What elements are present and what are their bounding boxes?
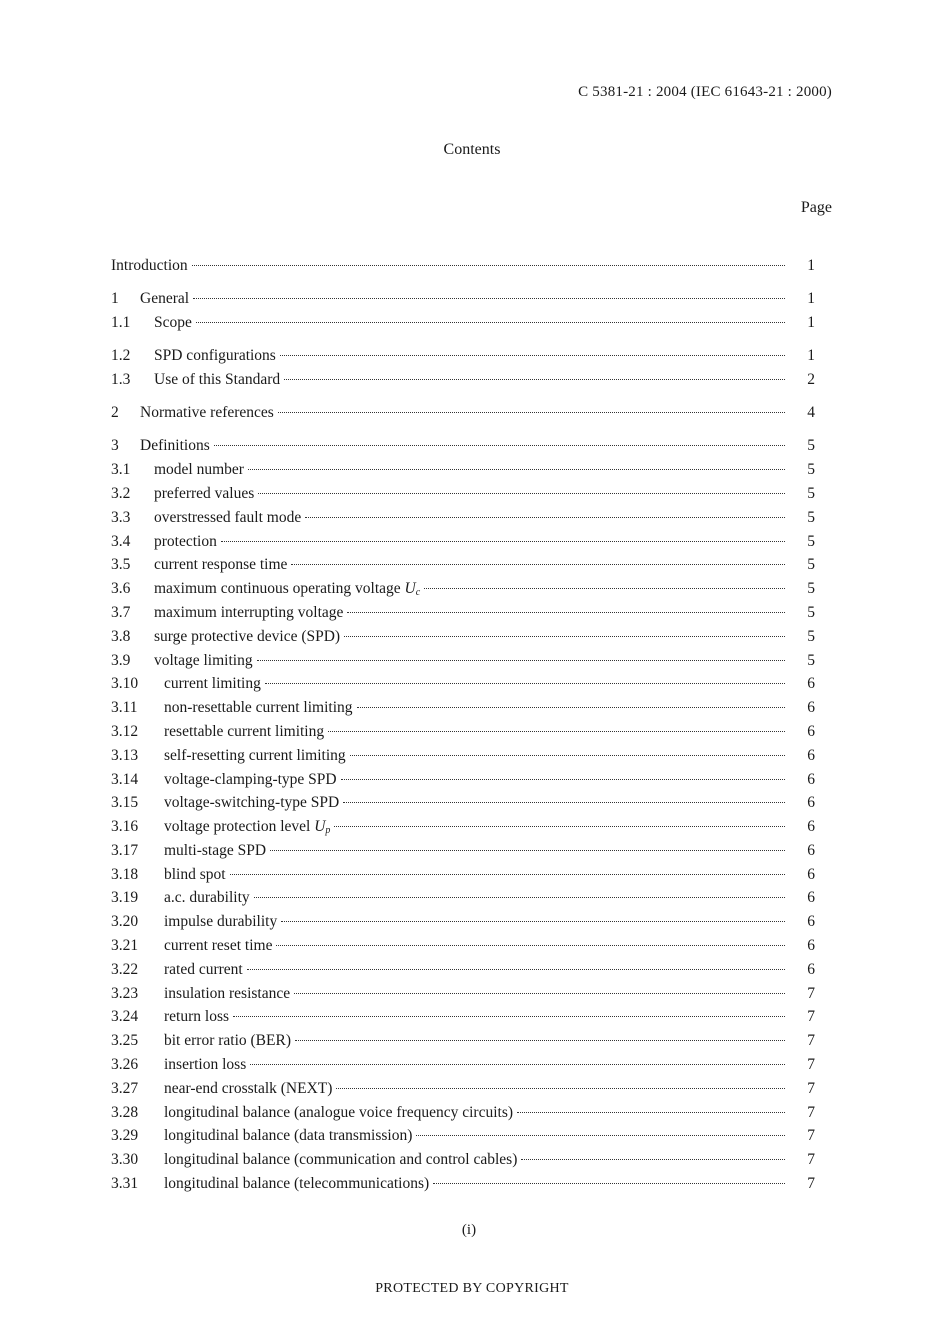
toc-entry-number: 3.16 <box>111 818 139 836</box>
dot-leader <box>192 265 785 266</box>
toc-entry[interactable] <box>111 482 815 506</box>
toc-entry-label: Introduction <box>111 257 188 274</box>
toc-entry-label: insertion loss <box>164 1056 247 1074</box>
toc-entry-page: 7 <box>807 1103 815 1121</box>
toc-entry-number: 3.4 <box>111 532 131 550</box>
toc-entry-page: 6 <box>807 841 815 859</box>
toc-entry-label: a.c. durability <box>164 889 250 907</box>
toc-entry-label: insulation resistance <box>164 984 291 1002</box>
toc-entry[interactable] <box>111 1124 815 1148</box>
page-number: (i) <box>461 1222 477 1238</box>
toc-entry-label: voltage protection level $U_p$ <box>164 818 331 837</box>
toc-entry-number: 3.19 <box>111 889 139 907</box>
toc-entry-label: surge protective device (SPD) <box>154 627 341 645</box>
dot-leader <box>248 469 785 470</box>
toc-entry-page: 7 <box>807 1056 815 1074</box>
toc-entry[interactable] <box>111 344 815 368</box>
dot-leader <box>265 683 785 684</box>
toc-entry-page: 6 <box>807 937 815 955</box>
toc-entry-number: 3.14 <box>111 770 139 788</box>
toc-entry-page: 5 <box>807 603 815 621</box>
toc-entry-label: self-resetting current limiting <box>164 746 346 764</box>
toc-entry[interactable] <box>111 553 815 577</box>
dot-leader <box>521 1159 785 1160</box>
toc-entry[interactable] <box>111 254 815 278</box>
toc-entry-symbol: U <box>404 580 416 598</box>
toc-entry-page: 5 <box>807 461 815 479</box>
toc-entry-number: 3.25 <box>111 1032 139 1050</box>
page-column-label: Page <box>800 199 832 216</box>
toc-entry[interactable] <box>111 886 815 910</box>
toc-entry[interactable] <box>111 1172 815 1196</box>
toc-entry[interactable] <box>111 530 815 554</box>
toc-entry-label: rated current <box>164 960 243 978</box>
toc-entry-number: 3.15 <box>111 794 139 812</box>
toc-entry[interactable] <box>111 601 815 625</box>
toc-entry-page: 6 <box>807 913 815 931</box>
toc-entry-number: 1.2 <box>111 347 131 365</box>
toc-entry[interactable] <box>111 791 815 815</box>
toc-entry[interactable] <box>111 506 815 530</box>
toc-entry[interactable] <box>111 649 815 673</box>
toc-entry-label: near-end crosstalk (NEXT) <box>164 1079 333 1097</box>
toc-entry[interactable] <box>111 696 815 720</box>
toc-entry-number: 2 <box>111 404 119 422</box>
toc-entry[interactable] <box>111 934 815 958</box>
dot-leader <box>193 298 785 299</box>
toc-entry-page: 7 <box>807 984 815 1002</box>
dot-leader <box>284 379 785 380</box>
toc-entry-page: 5 <box>807 437 815 455</box>
dot-leader <box>334 826 785 827</box>
toc-entry-label: Definitions <box>140 437 210 455</box>
toc-entry-label: protection <box>154 532 217 550</box>
dot-leader <box>350 755 785 756</box>
dot-leader <box>433 1183 785 1184</box>
toc-entry[interactable] <box>111 910 815 934</box>
toc-entry-page: 1 <box>807 313 815 331</box>
toc-entry-number: 3.13 <box>111 746 139 764</box>
toc-entry-number: 3.8 <box>111 627 131 645</box>
copyright-notice: PROTECTED BY COPYRIGHT <box>375 1281 569 1296</box>
dot-leader <box>257 660 785 661</box>
toc-entry-page: 7 <box>807 1032 815 1050</box>
toc-entry-label: longitudinal balance (data transmission) <box>164 1127 413 1145</box>
toc-entry-number: 3.17 <box>111 841 139 859</box>
toc-entry-number: 3.29 <box>111 1127 139 1145</box>
toc-entry[interactable] <box>111 1053 815 1077</box>
toc-entry-label: overstressed fault mode <box>154 508 302 526</box>
toc-entry-page: 5 <box>807 508 815 526</box>
dot-leader <box>294 993 785 994</box>
toc-entry-symbol-subscript: c <box>415 587 421 599</box>
toc-entry-number: 3.21 <box>111 937 139 955</box>
dot-leader <box>247 969 785 970</box>
toc-entry-label: non-resettable current limiting <box>164 699 353 717</box>
toc-entry-label: voltage limiting <box>154 651 253 669</box>
dot-leader <box>341 779 785 780</box>
dot-leader <box>276 945 785 946</box>
dot-leader <box>347 612 785 613</box>
toc-entry[interactable] <box>111 401 815 425</box>
toc-entry-page: 6 <box>807 865 815 883</box>
dot-leader <box>416 1135 785 1136</box>
toc-entry-label: blind spot <box>164 865 226 883</box>
toc-entry-page: 6 <box>807 960 815 978</box>
dot-leader <box>230 874 785 875</box>
toc-entry-number: 3.27 <box>111 1079 139 1097</box>
toc-entry-number: 3.7 <box>111 603 131 621</box>
toc-entry-label: bit error ratio (BER) <box>164 1032 291 1050</box>
toc-entry-number: 3.24 <box>111 1008 139 1026</box>
toc-entry-page: 5 <box>807 651 815 669</box>
toc-entry[interactable] <box>111 287 815 311</box>
toc-entry[interactable] <box>111 839 815 863</box>
toc-entry[interactable] <box>111 1077 815 1101</box>
toc-entry-label: voltage-clamping-type SPD <box>164 770 337 788</box>
dot-leader <box>250 1064 785 1065</box>
toc-entry[interactable] <box>111 958 815 982</box>
toc-entry-label: model number <box>154 461 244 479</box>
dot-leader <box>233 1016 785 1017</box>
toc-entry-number: 3.1 <box>111 461 131 479</box>
toc-entry-number: 3.2 <box>111 484 131 502</box>
toc-entry-number: 1.1 <box>111 313 131 331</box>
toc-entry-number: 3.9 <box>111 651 131 669</box>
document-header: C 5381-21 : 2004 (IEC 61643-21 : 2000) <box>578 84 832 100</box>
toc-entry[interactable] <box>111 768 815 792</box>
toc-entry-symbol: U <box>314 818 326 836</box>
toc-entry[interactable] <box>111 720 815 744</box>
toc-entry-number: 3.20 <box>111 913 139 931</box>
toc-entry-label: Normative references <box>140 404 274 422</box>
toc-entry-page: 5 <box>807 580 815 598</box>
toc-entry-label: Scope <box>154 313 192 331</box>
toc-entry-page: 7 <box>807 1008 815 1026</box>
toc-entry[interactable] <box>111 744 815 768</box>
toc-entry-symbol-subscript: p <box>325 825 331 837</box>
toc-entry-page: 6 <box>807 818 815 836</box>
toc-entry[interactable] <box>111 672 815 696</box>
toc-entry[interactable] <box>111 863 815 887</box>
toc-entry-number: 3.11 <box>111 699 138 717</box>
toc-entry[interactable] <box>111 982 815 1006</box>
toc-entry-page: 6 <box>807 770 815 788</box>
toc-entry-label: longitudinal balance (telecommunications) <box>164 1175 430 1193</box>
dot-leader <box>344 636 785 637</box>
toc-entry-label: Use of this Standard <box>154 370 281 388</box>
toc-entry-page: 1 <box>807 290 815 308</box>
toc-entry-label: impulse durability <box>164 913 278 931</box>
dot-leader <box>278 412 785 413</box>
toc-entry-page: 5 <box>807 556 815 574</box>
toc-entry[interactable] <box>111 815 815 839</box>
toc-entry-number: 3 <box>111 437 119 455</box>
toc-entry-label: voltage-switching-type SPD <box>164 794 340 812</box>
toc-entry[interactable] <box>111 577 815 601</box>
toc-entry-page: 6 <box>807 746 815 764</box>
toc-entry-page: 4 <box>807 404 815 422</box>
toc-entry-page: 1 <box>807 257 815 274</box>
dot-leader <box>221 541 785 542</box>
toc-entry-number: 3.18 <box>111 865 139 883</box>
toc-entry[interactable] <box>111 1029 815 1053</box>
dot-leader <box>254 897 785 898</box>
dot-leader <box>305 517 785 518</box>
toc-entry-number: 3.23 <box>111 984 139 1002</box>
toc-entry-page: 7 <box>807 1151 815 1169</box>
toc-entry[interactable] <box>111 458 815 482</box>
toc-entry-number: 3.30 <box>111 1151 139 1169</box>
toc-entry-page: 1 <box>807 347 815 365</box>
toc-entry-page: 6 <box>807 699 815 717</box>
toc-entry-number: 3.22 <box>111 960 139 978</box>
toc-entry-label: longitudinal balance (analogue voice frequency circuits) <box>164 1103 514 1121</box>
toc-entry-label: SPD configurations <box>154 347 276 365</box>
dot-leader <box>424 588 785 589</box>
toc-entry[interactable] <box>111 625 815 649</box>
dot-leader <box>196 322 785 323</box>
toc-entry-label: current reset time <box>164 937 273 955</box>
dot-leader <box>291 564 785 565</box>
toc-entry-number: 3.26 <box>111 1056 139 1074</box>
dot-leader <box>270 850 785 851</box>
dot-leader <box>517 1112 785 1113</box>
toc-entry-label: current response time <box>154 556 288 574</box>
page-title: Contents <box>443 141 501 158</box>
toc-entry-page: 5 <box>807 484 815 502</box>
toc-entry-label: longitudinal balance (communication and control cables) <box>164 1151 518 1169</box>
toc-entry-page: 5 <box>807 532 815 550</box>
toc-entry-label: maximum continuous operating voltage $U_c$ <box>154 580 421 599</box>
toc-entry-label: return loss <box>164 1008 230 1026</box>
dot-leader <box>295 1040 785 1041</box>
toc-entry-label: resettable current limiting <box>164 722 325 740</box>
toc-entry-number: 1.3 <box>111 370 131 388</box>
dot-leader <box>357 707 785 708</box>
toc-entry-page: 6 <box>807 722 815 740</box>
dot-leader <box>328 731 785 732</box>
toc-entry[interactable] <box>111 311 815 335</box>
toc-entry-page: 6 <box>807 889 815 907</box>
toc-entry-number: 3.31 <box>111 1175 139 1193</box>
toc-entry-page: 7 <box>807 1079 815 1097</box>
toc-entry-label: preferred values <box>154 484 255 502</box>
toc-entry-number: 3.6 <box>111 580 131 598</box>
toc-entry[interactable] <box>111 434 815 458</box>
toc-entry-number: 3.10 <box>111 675 139 693</box>
dot-leader <box>281 921 785 922</box>
toc-entry-number: 3.12 <box>111 722 139 740</box>
toc-entry-page: 7 <box>807 1127 815 1145</box>
toc-entry-label: General <box>140 290 190 308</box>
toc-entry[interactable] <box>111 1101 815 1125</box>
dot-leader <box>336 1088 785 1089</box>
toc-entry-page: 2 <box>807 370 815 388</box>
toc-entry-number: 1 <box>111 290 119 308</box>
toc-entry-page: 5 <box>807 627 815 645</box>
dot-leader <box>280 355 785 356</box>
toc-entry-number: 3.5 <box>111 556 131 574</box>
dot-leader <box>214 445 785 446</box>
toc-entry-number: 3.28 <box>111 1103 139 1121</box>
toc-entry-label: current limiting <box>164 675 261 693</box>
toc-entry-page: 6 <box>807 675 815 693</box>
toc-entry-number: 3.3 <box>111 508 131 526</box>
toc-entry-label: multi-stage SPD <box>164 841 267 859</box>
toc-entry-page: 7 <box>807 1175 815 1193</box>
toc-entry[interactable] <box>111 1005 815 1029</box>
dot-leader <box>343 802 785 803</box>
table-of-contents <box>111 254 815 1196</box>
toc-entry[interactable] <box>111 1148 815 1172</box>
toc-entry-page: 6 <box>807 794 815 812</box>
toc-entry[interactable] <box>111 368 815 392</box>
toc-entry-label: maximum interrupting voltage <box>154 603 344 621</box>
dot-leader <box>258 493 785 494</box>
